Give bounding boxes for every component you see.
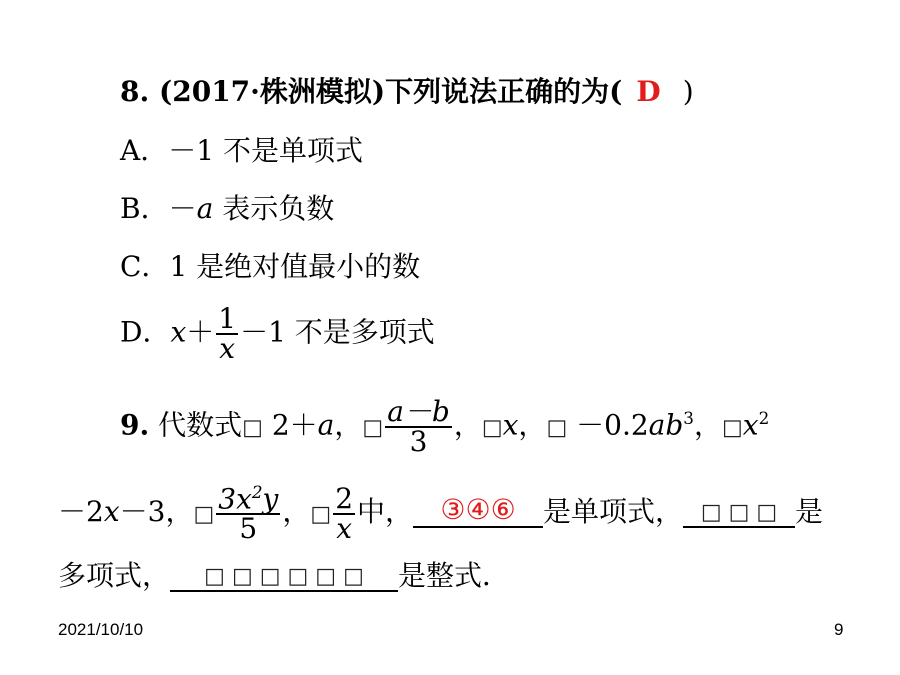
expr-3-sep: ， [518,408,547,442]
expr-1-text: 2＋ [262,408,318,442]
q9-end-2: 是整式． [398,559,511,592]
q9-number: 9. [120,408,150,442]
expr-5-cont-x: x [103,495,120,529]
q8-option-c [120,250,421,283]
answer-polynomials: □ □ □ [700,500,778,526]
expr-6-denominator: 5 [216,513,280,543]
footer-page-number: 9 [834,620,844,639]
answer-monomials: ③④⑥ [440,493,516,527]
option-b-var: a [196,192,214,225]
circled-7-marker: □ [310,502,332,528]
expr-4-var: ab [648,408,684,442]
expr-2-numerator: a－b [387,395,450,428]
option-c-letter: C． [120,250,170,283]
q8-option-d [120,302,435,365]
option-d-x: x [170,315,187,349]
fraction-denominator: x [216,333,238,363]
expr-4-sep: ， [693,408,722,442]
expr-6-num-base: 3x [218,482,252,516]
circled-1-marker: □ [242,415,263,441]
q8-answer: D [636,75,661,108]
q8-close-paren: ) [682,75,694,108]
expr-6-sep: ， [282,495,311,529]
circled-6-marker: □ [193,502,215,528]
circled-2-marker: □ [362,415,384,441]
option-d-fraction [216,302,238,365]
fraction-numerator: 1 [218,302,237,335]
q9-line-1 [120,395,770,458]
circled-5-marker: □ [722,415,743,441]
option-b-minus: － [168,192,197,225]
expr-3-var: x [502,408,519,442]
expr-2-denominator: 3 [385,426,452,456]
answer-integral: □ □ □ □ □ □ [204,564,364,589]
q9-mid-1: 是单项式， [543,495,684,529]
option-d-rest: －1 不是多项式 [240,315,435,349]
expr-6-y: y [262,482,279,516]
option-a-letter: A． [120,134,169,167]
answer-blank-monomials [413,493,543,528]
expr-6-exponent: 2 [251,482,263,502]
expr-2-sep: ， [453,408,482,442]
expr-1-sep: ， [334,408,363,442]
q9-zhong: 中， [357,495,414,529]
q9-line-3 [58,559,511,592]
expr-4-text: －0.2 [567,408,649,442]
expr-5-cont-a: －2 [58,495,104,529]
expr-5-exponent: 2 [758,408,770,429]
footer-date: 2021/10/10 [58,620,144,639]
circled-3-marker: □ [481,415,503,441]
option-b-text: 表示负数 [213,192,335,225]
circled-4-marker: □ [546,415,568,441]
option-d-letter: D． [120,315,171,349]
option-c-text: 1 是绝对值最小的数 [169,250,421,283]
expr-7-fraction [333,481,355,545]
answer-blank-integral [170,562,398,592]
expr-5-var: x [742,408,759,442]
q9-line-2 [58,481,824,546]
q9-line-3-start: 多项式， [58,559,171,592]
question-8-stem [120,75,694,108]
expr-6-numerator [216,482,280,516]
expr-6-fraction [216,482,280,546]
expr-5-cont-b: －3， [119,495,194,529]
option-a-text: －1 不是单项式 [168,134,363,167]
expr-7-numerator: 2 [335,481,354,515]
option-b-letter: B． [120,192,169,225]
expr-2-fraction [385,395,452,458]
q8-stem-text: 8. (2017·株洲模拟)下列说法正确的为( [120,75,623,108]
expr-1-var: a [317,408,335,442]
q9-intro: 代数式 [158,408,243,442]
option-d-plus: ＋ [186,315,215,349]
expr-4-exponent: 3 [683,408,694,429]
q8-option-b [120,192,335,225]
q9-end-1: 是 [795,495,824,529]
expr-7-denominator: x [333,513,355,543]
q8-option-a [120,134,363,167]
answer-blank-polynomials [683,498,795,528]
